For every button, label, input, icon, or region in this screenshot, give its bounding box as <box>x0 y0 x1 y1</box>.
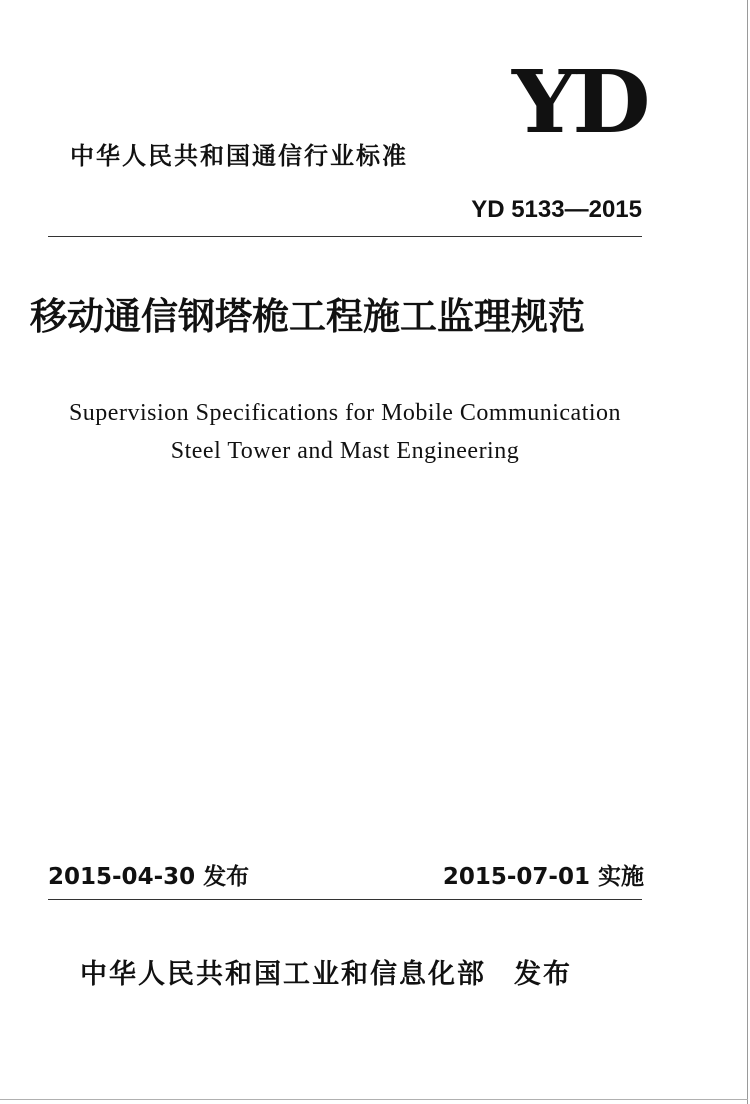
effective-date: 2015-07-01 实施 <box>442 864 644 890</box>
english-title-line-1: Supervision Specifications for Mobile Communication <box>68 400 622 426</box>
standard-number: YD 5133—2015 <box>471 196 642 223</box>
page-bottom-edge <box>0 1099 748 1100</box>
bottom-divider <box>48 899 642 900</box>
yd-logo: YD <box>512 52 647 153</box>
chinese-title: 移动通信钢塔桅工程施工监理规范 <box>30 294 585 338</box>
publisher-line <box>80 952 572 991</box>
top-divider <box>48 236 642 237</box>
page-right-edge <box>747 0 748 1104</box>
publisher-name: 中华人民共和国工业和信息化部 <box>80 959 486 990</box>
issuer-line: 中华人民共和国通信行业标准 <box>70 142 408 170</box>
issue-date: 2015-04-30 发布 <box>48 864 250 890</box>
publish-action: 发布 <box>514 959 572 990</box>
english-title-line-2: Steel Tower and Mast Engineering <box>170 438 520 464</box>
